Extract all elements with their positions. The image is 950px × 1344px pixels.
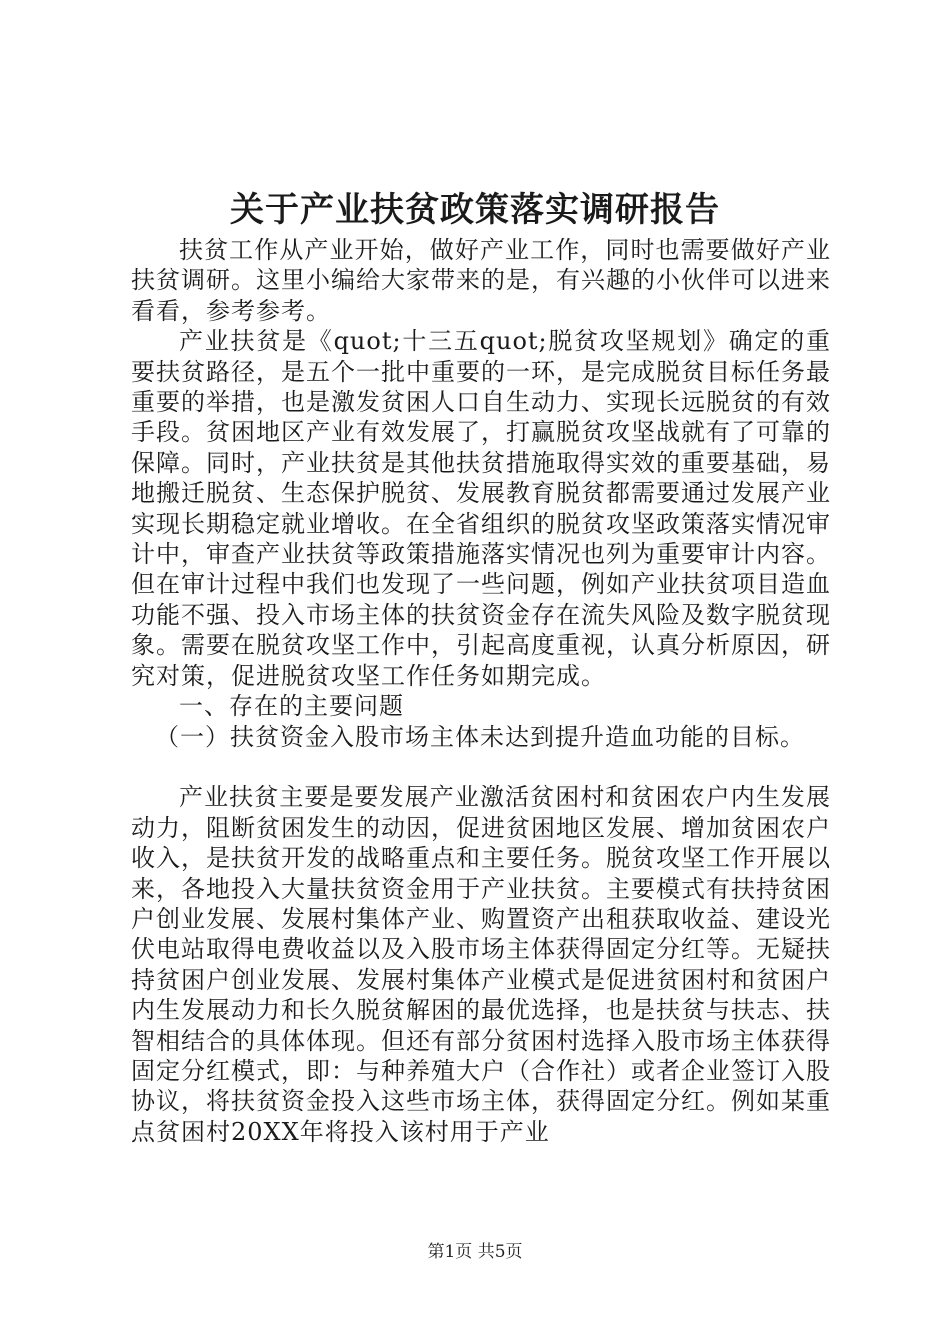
document-title: 关于产业扶贫政策落实调研报告 — [230, 190, 720, 230]
paragraph-spacer — [131, 752, 831, 782]
section-heading: 一、存在的主要问题 — [179, 692, 404, 721]
subsection-heading: （一）扶贫资金入股市场主体未达到提升造血功能的目标。 — [155, 722, 805, 751]
page-number-footer: 第1页 共5页 — [427, 1242, 523, 1262]
document-body — [131, 235, 831, 1147]
paragraph-intro: 扶贫工作从产业开始，做好产业工作，同时也需要做好产业扶贫调研。这里小编给大家带来的是，有兴趣的小伙伴可以进来看看，参考参考。 — [131, 236, 831, 325]
paragraph-industry-poverty: 产业扶贫主要是要发展产业激活贫困村和贫困农户内生发展动力，阻断贫困发生的动因，促进贫困地区发展、增加贫困农户收入，是扶贫开发的战略重点和主要任务。脱贫攻坚工作开展以来，各地投入大量扶贫资金用于产业扶贫。主要模式有扶持贫困户创业发展、发展村集体产业、购置资产出租获取收益、建设光伏电站取得电费收益以及入股市场主体获得固定分红等。无疑扶持贫困户创业发展、发展村集体产业模式是促进贫困村和贫困户内生发展动力和长久脱贫解困的最优选择，也是扶贫与扶志、扶智相结合的具体体现。但还有部分贫困村选择入股市场主体获得固定分红模式，即：与种养殖大户（合作社）或者企业签订入股协议，将扶贫资金投入这些市场主体，获得固定分红。例如某重点贫困村20XX年将投入该村用于产业 — [131, 783, 831, 1146]
paragraph-background: 产业扶贫是《quot;十三五quot;脱贫攻坚规划》确定的重要扶贫路径，是五个一批中重要的一环，是完成脱贫目标任务最重要的举措，也是激发贫困人口自生动力、实现长远脱贫的有效手段。贫困地区产业有效发展了，打赢脱贫攻坚战就有了可靠的保障。同时，产业扶贫是其他扶贫措施取得实效的重要基础，易地搬迁脱贫、生态保护脱贫、发展教育脱贫都需要通过发展产业实现长期稳定就业增收。在全省组织的脱贫攻坚政策落实情况审计中，审查产业扶贫等政策措施落实情况也列为重要审计内容。但在审计过程中我们也发现了一些问题，例如产业扶贫项目造血功能不强、投入市场主体的扶贫资金存在流失风险及数字脱贫现象。需要在脱贫攻坚工作中，引起高度重视，认真分析原因，研究对策，促进脱贫攻坚工作任务如期完成。 — [131, 327, 831, 690]
